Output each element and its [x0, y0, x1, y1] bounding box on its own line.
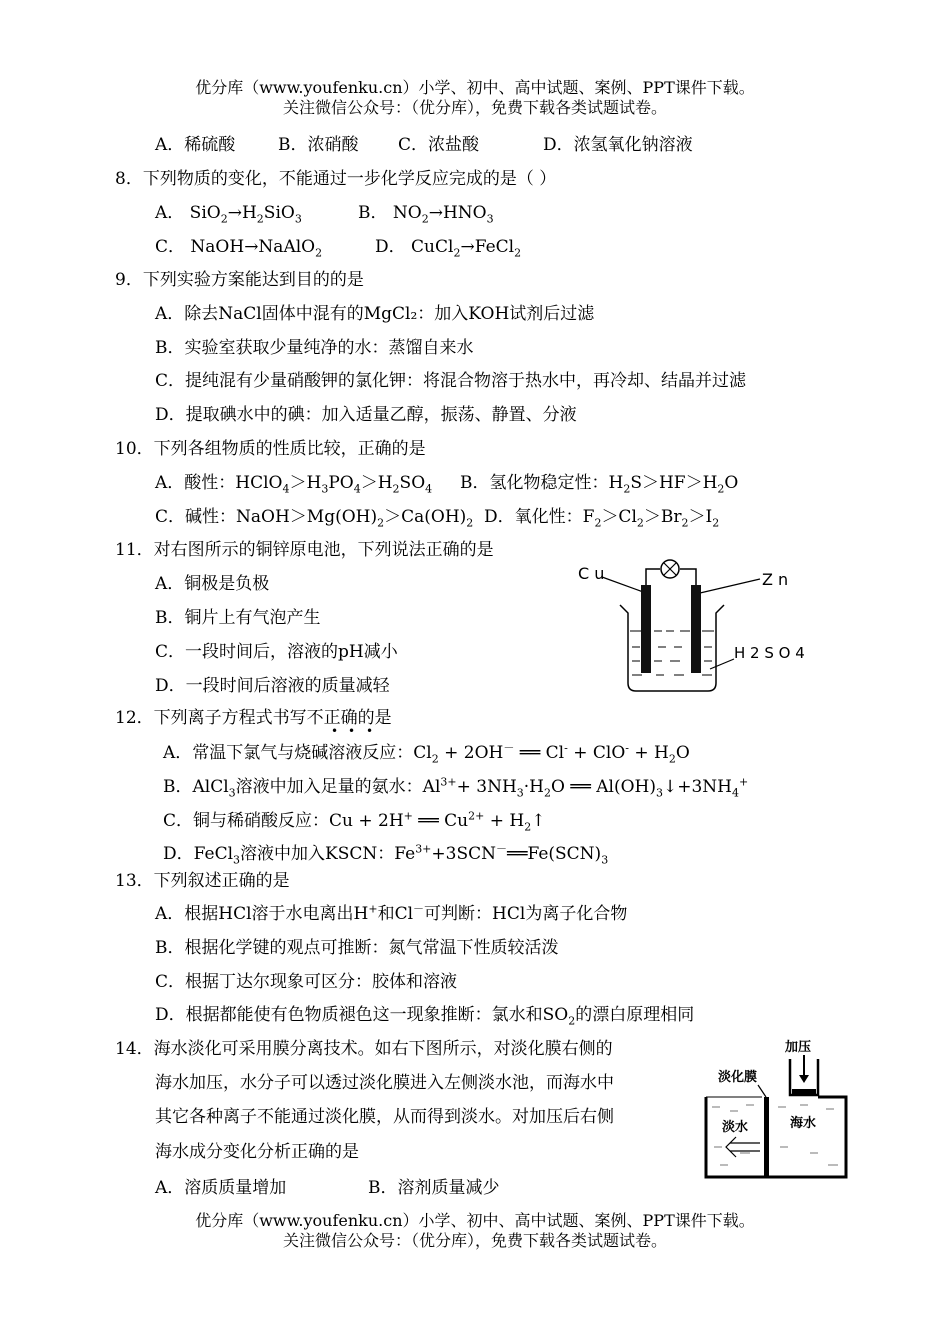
- q11-option-a: A．铜极是负极: [155, 574, 270, 594]
- q11-stem: 11．对右图所示的铜锌原电池，下列说法正确的是: [115, 540, 494, 560]
- bulb-icon: [661, 560, 679, 578]
- galvanic-cell-diagram: [570, 555, 810, 700]
- q13-option-d: D．根据都能使有色物质褪色这一现象推断：氯水和$SO_2$的漂白原理相同: [155, 1005, 695, 1028]
- q10-option-d: D．氧化性：$F_2>Cl_2>Br_2>I_2$: [484, 507, 720, 530]
- q13-stem: 13．下列叙述正确的是: [115, 871, 290, 891]
- q9-stem: 9．下列实验方案能达到目的的是: [115, 270, 364, 290]
- wire-left: [646, 569, 660, 585]
- footer-line-1: 优分库（www.youfenku.cn）小学、初中、高中试题、案例、PPT课件下载。: [195, 1211, 755, 1230]
- q13-option-c: C．根据丁达尔现象可区分：胶体和溶液: [155, 972, 458, 992]
- sea-water-label: 海水: [790, 1116, 817, 1131]
- emphasis-dot: •: [331, 724, 339, 738]
- q9-option-a: A．除去NaCl固体中混有的MgCl₂：加入KOH试剂后过滤: [155, 304, 595, 324]
- cu-electrode: [641, 585, 651, 673]
- footer-line-2: 关注微信公众号：（优分库），免费下载各类试题试卷。: [282, 1231, 667, 1250]
- wire-right: [680, 569, 696, 585]
- q12-option-a: A．常温下氯气与烧碱溶液反应：$Cl_2 + 2OH^-$ ══ $Cl^- + ClO^- + H_2O$: [163, 741, 690, 766]
- water-texture: [712, 1105, 838, 1165]
- q14-line-4: 海水成分变化分析正确的是: [155, 1142, 359, 1162]
- zn-leader-line: [700, 579, 760, 593]
- desalination-diagram: [700, 1035, 850, 1185]
- q10-option-a: A．酸性：$HClO_4>H_3PO_4>H_2SO_4$: [155, 473, 433, 496]
- cu-label: C u: [578, 564, 605, 583]
- header-line-1: 优分库（www.youfenku.cn）小学、初中、高中试题、案例、PPT课件下载。: [195, 78, 755, 97]
- q8-option-c: C． NaOH→NaAlO$_2$: [155, 237, 323, 260]
- q8-option-a: A． $SiO_2\to H_2SiO_3$: [155, 203, 302, 226]
- q10-stem: 10．下列各组物质的性质比较，正确的是: [115, 439, 426, 459]
- emphasis-dot: •: [348, 724, 356, 738]
- h2so4-leader-line: [710, 659, 734, 669]
- q9-option-b: B．实验室获取少量纯净的水：蒸馏自来水: [155, 338, 474, 358]
- q7-option-a: A．稀硫酸: [155, 135, 236, 155]
- cu-leader-line: [602, 577, 646, 593]
- q8-option-d: D． CuCl$_2$→FeCl$_2$: [375, 237, 522, 260]
- membrane: [764, 1097, 769, 1177]
- q7-option-b: B．浓硝酸: [278, 135, 359, 155]
- q14-line-2: 海水加压，水分子可以透过淡化膜进入左侧淡水池，而海水中: [155, 1073, 614, 1093]
- q13-option-a: A．根据HCl溶于水电离出H+和Cl－可判断：HCl为离子化合物: [155, 902, 628, 924]
- q8-stem: 8．下列物质的变化，不能通过一步化学反应完成的是（ ）: [115, 169, 557, 189]
- q12-option-d: D．FeCl$_3$溶液中加入KSCN：$Fe^{3+}+3SCN^-══Fe(SCN)_3$: [163, 842, 609, 867]
- flow-arrow-icon: [726, 1137, 760, 1157]
- h2so4-label: H 2 S O 4: [734, 644, 805, 662]
- q12-option-b: B．AlCl$_3$溶液中加入足量的氨水：$Al^{3+}+ 3NH_3\cdot H_2O$ ══ $Al(OH)_3↓+3NH_4^+$: [163, 775, 749, 800]
- pressure-label: 加压: [785, 1040, 812, 1055]
- q14-line-3: 其它各种离子不能通过淡化膜，从而得到淡水。对加压后右侧: [155, 1107, 614, 1127]
- q7-option-c: C．浓盐酸: [398, 135, 480, 155]
- q11-option-d: D．一段时间后溶液的质量减轻: [155, 676, 390, 696]
- q10-option-b: B．氢化物稳定性：$H_2S>HF>H_2O$: [460, 473, 739, 496]
- membrane-leader-line: [758, 1085, 766, 1097]
- pressure-arrow-icon: [799, 1055, 809, 1083]
- fresh-water-label: 淡水: [722, 1120, 749, 1135]
- zn-electrode: [691, 585, 701, 673]
- q14-line-1: 14．海水淡化可采用膜分离技术。如右下图所示，对淡化膜右侧的: [115, 1039, 613, 1059]
- q12-stem: 12．下列离子方程式书写不正确的是: [115, 708, 392, 728]
- q7-option-d: D．浓氢氧化钠溶液: [543, 135, 693, 155]
- piston: [792, 1089, 816, 1094]
- q11-option-b: B．铜片上有气泡产生: [155, 608, 321, 628]
- q10-option-c: C．碱性：$NaOH>Mg(OH)_2>Ca(OH)_2$: [155, 507, 474, 530]
- q9-option-d: D．提取碘水中的碘：加入适量乙醇，振荡、静置、分液: [155, 405, 577, 425]
- membrane-label: 淡化膜: [718, 1070, 758, 1085]
- q11-option-c: C．一段时间后，溶液的pH减小: [155, 642, 398, 662]
- q14-option-a: A．溶质质量增加: [155, 1178, 287, 1198]
- q14-option-b: B．溶剂质量减少: [368, 1178, 500, 1198]
- q9-option-c: C．提纯混有少量硝酸钾的氯化钾：将混合物溶于热水中，再冷却、结晶并过滤: [155, 371, 747, 391]
- zn-label: Z n: [762, 570, 789, 589]
- emphasis-dot: •: [366, 724, 374, 738]
- q12-option-c: C．铜与稀硝酸反应：Cu + 2H+ ══ $Cu^{2+}$ + $H_2↑$: [163, 809, 546, 834]
- q8-option-b: B． $NO_2\to HNO_3$: [358, 203, 494, 226]
- beaker: [620, 605, 724, 691]
- q13-option-b: B．根据化学键的观点可推断：氮气常温下性质较活泼: [155, 938, 559, 958]
- header-line-2: 关注微信公众号：（优分库），免费下载各类试题试卷。: [282, 98, 667, 117]
